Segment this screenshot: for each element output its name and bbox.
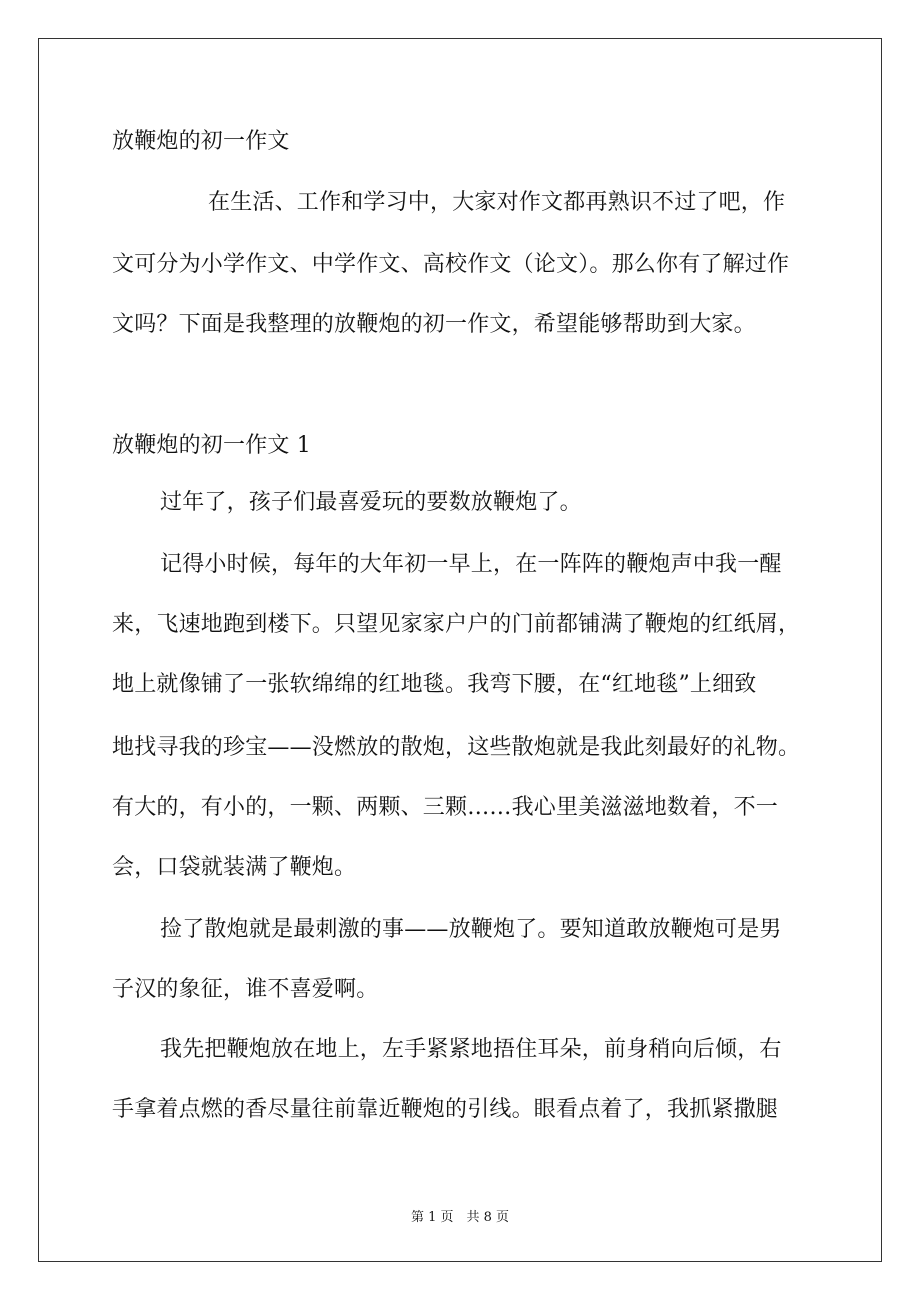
paragraph-line: 有大的，有小的，一颗、两颗、三颗……我心里美滋滋地数着，不一 xyxy=(112,795,779,820)
page-number: 第 1 页 共 8 页 xyxy=(410,1210,510,1225)
paragraph-line: 捡了散炮就是最刺激的事——放鞭炮了。要知道敢放鞭炮可是男 xyxy=(160,917,782,942)
paragraph-line: 会，口袋就装满了鞭炮。 xyxy=(112,855,357,880)
paragraph-line: 过年了，孩子们最喜爱玩的要数放鞭炮了。 xyxy=(160,490,582,515)
document-title: 放鞭炮的初一作文 xyxy=(112,129,290,154)
intro-line: 在生活、工作和学习中，大家对作文都再熟识不过了吧，作 xyxy=(208,190,786,215)
intro-line: 文吗？下面是我整理的放鞭炮的初一作文，希望能够帮助到大家。 xyxy=(112,312,756,337)
page-border xyxy=(38,38,882,1262)
paragraph-line: 来，飞速地跑到楼下。只望见家家户户的门前都铺满了鞭炮的红纸屑， xyxy=(112,612,801,637)
intro-line: 文可分为小学作文、中学作文、高校作文（论文）。那么你有了解过作 xyxy=(112,252,790,277)
paragraph-line: 地找寻我的珍宝——没燃放的散炮，这些散炮就是我此刻最好的礼物。 xyxy=(112,735,801,760)
paragraph-line: 记得小时候，每年的大年初一早上，在一阵阵的鞭炮声中我一醒 xyxy=(160,552,782,577)
paragraph-line: 地上就像铺了一张软绵绵的红地毯。我弯下腰，在“红地毯”上细致 xyxy=(112,672,757,697)
paragraph-line: 子汉的象征，谁不喜爱啊。 xyxy=(112,977,379,1002)
section-title: 放鞭炮的初一作文 1 xyxy=(112,433,311,458)
paragraph-line: 手拿着点燃的香尽量往前靠近鞭炮的引线。眼看点着了，我抓紧撒腿 xyxy=(112,1097,779,1122)
paragraph-line: 我先把鞭炮放在地上，左手紧紧地捂住耳朵，前身稍向后倾，右 xyxy=(160,1037,782,1062)
